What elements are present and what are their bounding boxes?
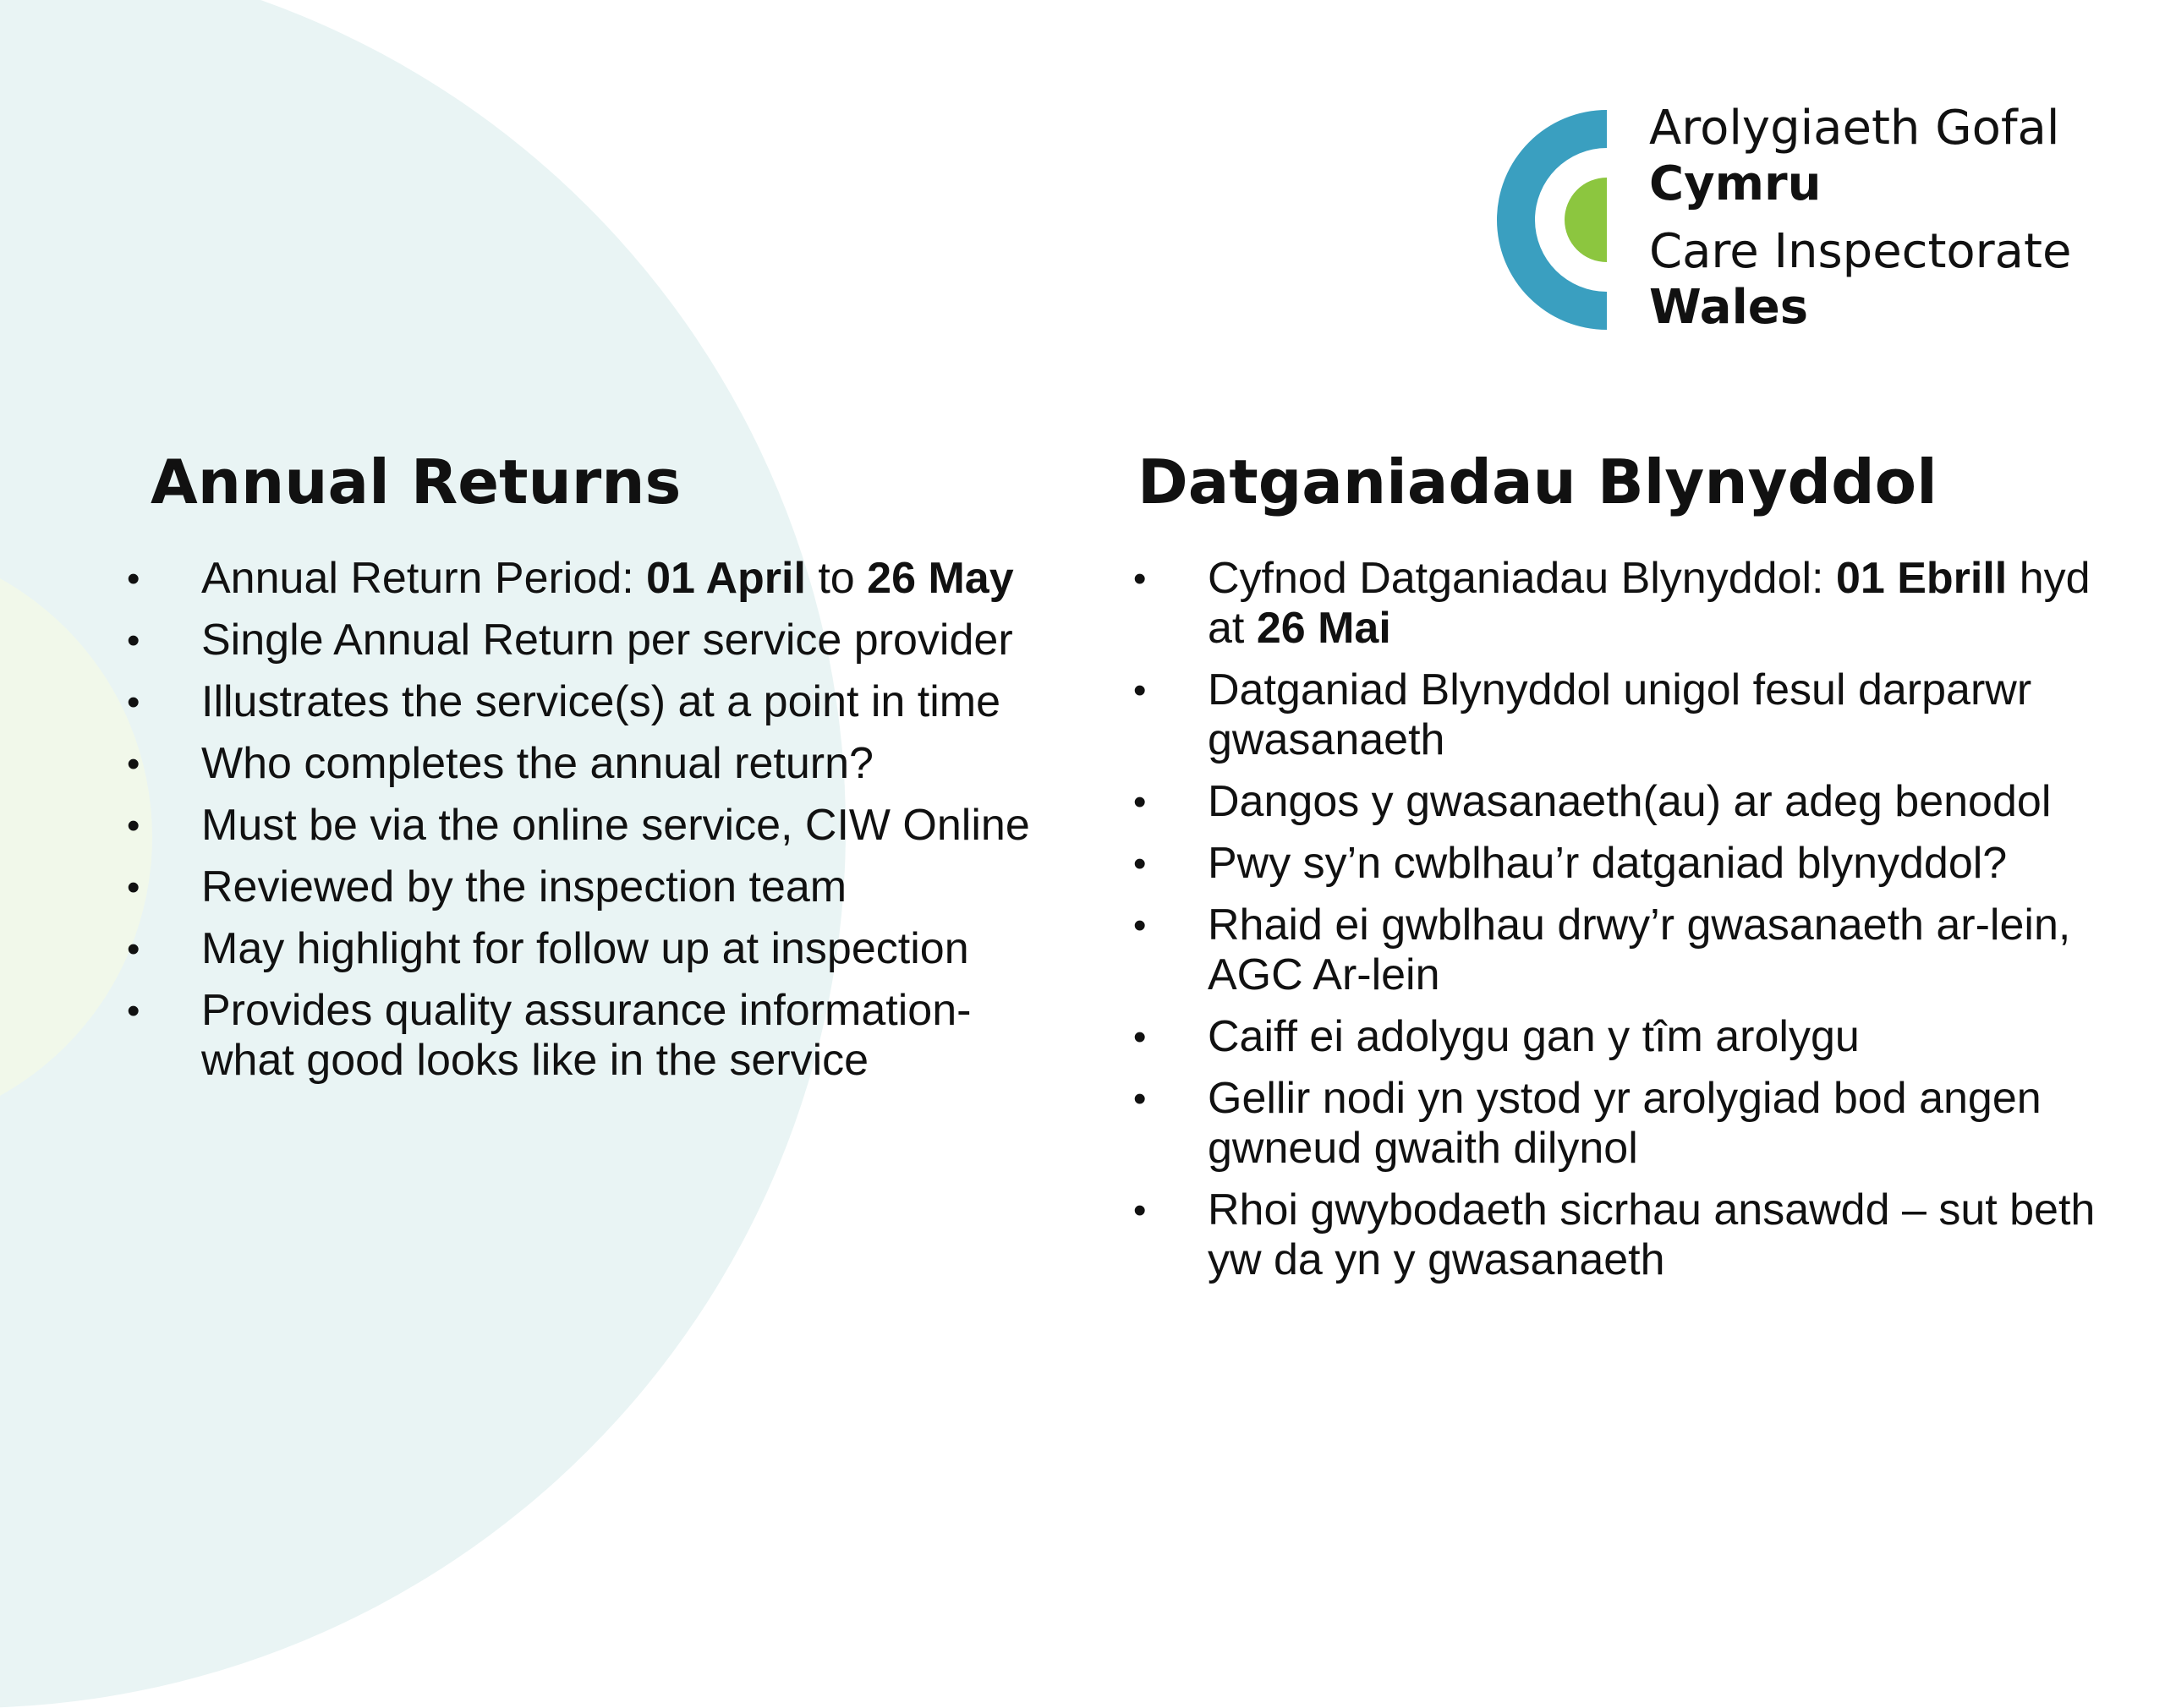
bullet-icon: • [127, 867, 140, 908]
list-item-text: Single Annual Return per service provider [201, 616, 1013, 665]
logo-wordmark [1649, 101, 2071, 336]
english-heading: Annual Returns [151, 446, 682, 517]
bullet-icon: • [1133, 558, 1147, 599]
list-item-text: to [805, 554, 868, 603]
list-item [1133, 1185, 2097, 1285]
list-item [1133, 1074, 2097, 1174]
list-item-text: Must be via the online service, CIW Online [201, 801, 1030, 850]
bullet-icon: • [1133, 905, 1147, 946]
bullet-icon: • [1133, 1078, 1147, 1120]
bullet-icon: • [127, 620, 140, 661]
list-item-text: Cyfnod Datganiadau Blynyddol: [1208, 554, 1836, 603]
bullet-icon: • [1133, 670, 1147, 711]
list-item-text: Dangos y gwasanaeth(au) ar adeg benodol [1208, 777, 2052, 826]
bullet-icon: • [1133, 781, 1147, 823]
list-item [1133, 777, 2097, 827]
list-item-text: Annual Return Period: [201, 554, 647, 603]
english-bullet-list [127, 554, 1057, 1086]
welsh-heading: Datganiadau Blynyddol [1137, 446, 1938, 517]
bullet-icon: • [127, 682, 140, 723]
list-item [127, 924, 1057, 974]
list-item-bold: 26 May [867, 554, 1014, 603]
logo-english-line1: Care Inspectorate [1649, 224, 2072, 279]
list-item-text: Reviewed by the inspection team [201, 862, 847, 911]
welsh-column [1133, 444, 2097, 1297]
welsh-bullet-list [1133, 554, 2097, 1285]
list-item-text: Rhaid ei gwblhau drwy’r gwasanaeth ar-lein, AGC Ar-lein [1208, 901, 2071, 999]
list-item-text: May highlight for follow up at inspection [201, 924, 969, 973]
list-item [1133, 554, 2097, 654]
bullet-icon: • [127, 805, 140, 846]
bullet-icon: • [1133, 1190, 1147, 1231]
list-item [127, 616, 1057, 665]
list-item-bold: 26 Mai [1256, 604, 1391, 653]
list-item [127, 986, 1057, 1086]
list-item [1133, 901, 2097, 1000]
list-item-text: Gellir nodi yn ystod yr arolygiad bod angen gwneud gwaith dilynol [1208, 1074, 2042, 1173]
list-item [1133, 665, 2097, 765]
list-item [127, 554, 1057, 604]
logo-welsh-line1: Arolygiaeth Gofal [1649, 101, 2060, 156]
list-item-bold: 01 April [646, 554, 806, 603]
list-item [1133, 839, 2097, 889]
bullet-icon: • [127, 743, 140, 785]
list-item-text: Caiff ei adolygu gan y tîm arolygu [1208, 1012, 1860, 1061]
bullet-icon: • [127, 990, 140, 1032]
list-item-text: Pwy sy’n cwblhau’r datganiad blynyddol? [1208, 839, 2008, 888]
list-item [127, 801, 1057, 851]
list-item [127, 862, 1057, 912]
list-item [1133, 1012, 2097, 1062]
bullet-icon: • [1133, 843, 1147, 884]
bullet-icon: • [127, 558, 140, 599]
list-item-text: hyd at [1208, 554, 2091, 653]
bullet-icon: • [1133, 1016, 1147, 1058]
list-item-bold: 01 Ebrill [1835, 554, 2008, 603]
list-item [127, 739, 1057, 789]
list-item-text: Rhoi gwybodaeth sicrhau ansawdd – sut beth yw da yn y gwasanaeth [1208, 1185, 2096, 1284]
list-item-text: Who completes the annual return? [201, 739, 874, 788]
list-item-text: Illustrates the service(s) at a point in time [201, 677, 1001, 726]
list-item-text: Datganiad Blynyddol unigol fesul darparwr gwasanaeth [1208, 665, 2032, 764]
list-item-text: Provides quality assurance information- what good looks like in the service [201, 986, 972, 1085]
ciw-logo [1480, 97, 2089, 351]
english-column [127, 444, 1057, 1098]
bullet-icon: • [127, 928, 140, 970]
logo-welsh-line2: Cymru [1649, 156, 1822, 211]
logo-english-line2: Wales [1649, 280, 1809, 335]
list-item [127, 677, 1057, 727]
